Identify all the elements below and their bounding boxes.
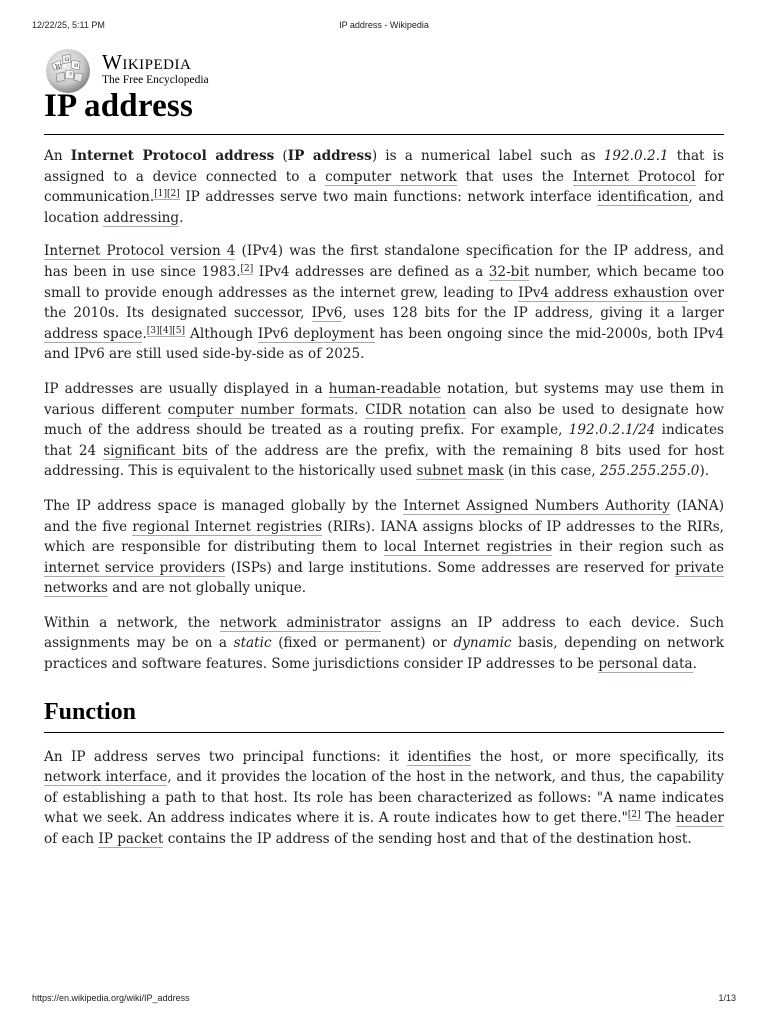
link-regional-internet-registries[interactable]: regional Internet registries <box>132 518 323 535</box>
lead-paragraph-1: An Internet Protocol address (IP address) is a numerical label such as 192.0.2.1 that is assigned to a device connected to a computer network that uses the Internet Protocol for communication.[1][2] IP addresses serve two main functions: network interface identification, and location addressing. <box>44 148 724 226</box>
example-address: 192.0.2.1 <box>603 148 669 164</box>
lead-paragraph-3: IP addresses are usually displayed in a human-readable notation, but systems may use them in various different computer number formats. CIDR notation can also be used to designate how much of the address should be treated as a routing prefix. For example, 192.0.2.1/24 indicates that 24 significant bits of the address are the prefix, with the remaining 8 bits used for host addressing. This is equivalent to the historically used subnet mask (in this case, 255.255.255.0). <box>44 380 724 480</box>
link-network-interface[interactable]: network interface <box>44 769 168 786</box>
link-ipv6-deployment[interactable]: IPv6 deployment <box>257 325 375 342</box>
print-page-title: IP address - Wikipedia <box>339 20 429 30</box>
lead-paragraph-4: The IP address space is managed globally by the Internet Assigned Numbers Authority (IANA) and the five regional Internet registries (RIRs). IANA assigns blocks of IP addresses to the RIRs, which are responsible for distributing them to local Internet registries in their region such as internet service providers (ISPs) and large institutions. Some addresses are reserved for private networks and are not globally unique. <box>44 497 724 597</box>
emphasis-static: static <box>233 635 272 652</box>
link-personal-data[interactable]: personal data <box>598 656 693 673</box>
title-divider <box>44 134 724 135</box>
link-significant-bits[interactable]: significant bits <box>103 442 208 459</box>
link-local-internet-registries[interactable]: local Internet registries <box>384 539 553 556</box>
article-body <box>44 146 724 864</box>
wikipedia-tagline: The Free Encyclopedia <box>102 74 209 86</box>
link-ipv4-exhaustion[interactable]: IPv4 address exhaustion <box>518 284 689 301</box>
link-ip-packet[interactable]: IP packet <box>98 831 164 848</box>
section-heading-function: Function <box>44 698 137 725</box>
section-divider <box>44 732 724 733</box>
link-identification[interactable]: identification <box>597 189 689 206</box>
link-subnet-mask[interactable]: subnet mask <box>416 463 504 480</box>
link-computer-network[interactable]: computer network <box>325 168 457 185</box>
svg-text:И: И <box>74 63 79 69</box>
link-ipv4[interactable]: Internet Protocol version 4 <box>44 243 236 260</box>
print-url: https://en.wikipedia.org/wiki/IP_address <box>32 993 190 1003</box>
citation-link[interactable]: [1] <box>154 189 167 200</box>
link-private-networks[interactable]: private networks <box>44 559 724 597</box>
link-header[interactable]: header <box>675 810 724 827</box>
bold-term: IP address <box>287 148 372 164</box>
example-subnet-mask: 255.255.255.0 <box>600 463 700 480</box>
link-identifies[interactable]: identifies <box>407 748 472 765</box>
bold-term: Internet Protocol address <box>70 148 275 164</box>
lead-paragraph-5: Within a network, the network administrator assigns an IP address to each device. Such assignments may be on a static (fixed or permanent) or dynamic basis, depending on network practices and software features. Some jurisdictions consider IP addresses to be personal data. <box>44 614 724 673</box>
citation-link[interactable]: [2] <box>166 189 180 200</box>
function-paragraph-1: An IP address serves two principal functions: it identifies the host, or more specifically, its network interface, and it provides the location of the host in the network, and thus, the capability of establishing a path to that host. Its role has been characterized as follows: "A name indicates what we seek. An address indicates where it is. A route indicates how to get there."[2] The header of each IP packet contains the IP address of the sending host and that of the destination host. <box>44 748 724 848</box>
citation-link[interactable]: [2] <box>627 810 641 821</box>
example-cidr: 192.0.2.1/24 <box>568 422 656 439</box>
citation-link[interactable]: [5] <box>172 325 186 336</box>
link-internet-protocol[interactable]: Internet Protocol <box>572 168 696 185</box>
print-datetime: 12/22/25, 5:11 PM <box>32 20 105 30</box>
citation-link[interactable]: [3] <box>146 325 160 336</box>
wikipedia-logo[interactable] <box>44 46 264 94</box>
wikipedia-globe-icon <box>44 46 92 94</box>
link-internet-service-providers[interactable]: internet service providers <box>44 559 226 576</box>
link-32-bit[interactable]: 32-bit <box>488 263 530 280</box>
link-human-readable[interactable]: human-readable <box>328 380 442 397</box>
svg-text:Ω: Ω <box>65 57 70 63</box>
lead-paragraph-2: Internet Protocol version 4 (IPv4) was the first standalone specification for the IP address, and has been in use since 1983.[2] IPv4 addresses are defined as a 32-bit number, which became too small to provide enough addresses as the internet grew, leading to IPv4 address exhaustion over the 2010s. Its designated successor, IPv6, uses 128 bits for the IP address, giving it a larger address space.[3][4][5] Although IPv6 deployment has been ongoing since the mid-2000s, both IPv4 and IPv6 are still used side-by-side as of 2025. <box>44 243 725 363</box>
wikipedia-wordmark: Wikipedia <box>102 50 192 74</box>
emphasis-dynamic: dynamic <box>453 635 512 652</box>
svg-text:W: W <box>55 64 62 71</box>
print-page-number: 1/13 <box>718 993 736 1003</box>
link-ipv6[interactable]: IPv6 <box>311 305 343 322</box>
svg-text:ウ: ウ <box>68 72 74 78</box>
link-cidr-notation[interactable]: CIDR notation <box>365 401 467 418</box>
link-address-space[interactable]: address space <box>44 325 143 342</box>
link-iana[interactable]: Internet Assigned Numbers Authority <box>403 497 671 514</box>
link-addressing[interactable]: addressing <box>103 209 180 226</box>
citation-link[interactable]: [2] <box>240 263 254 274</box>
citation-link[interactable]: [4] <box>159 325 173 336</box>
page-title: IP address <box>44 88 194 124</box>
link-network-administrator[interactable]: network administrator <box>219 614 381 631</box>
link-computer-number-formats[interactable]: computer number formats <box>167 401 355 418</box>
